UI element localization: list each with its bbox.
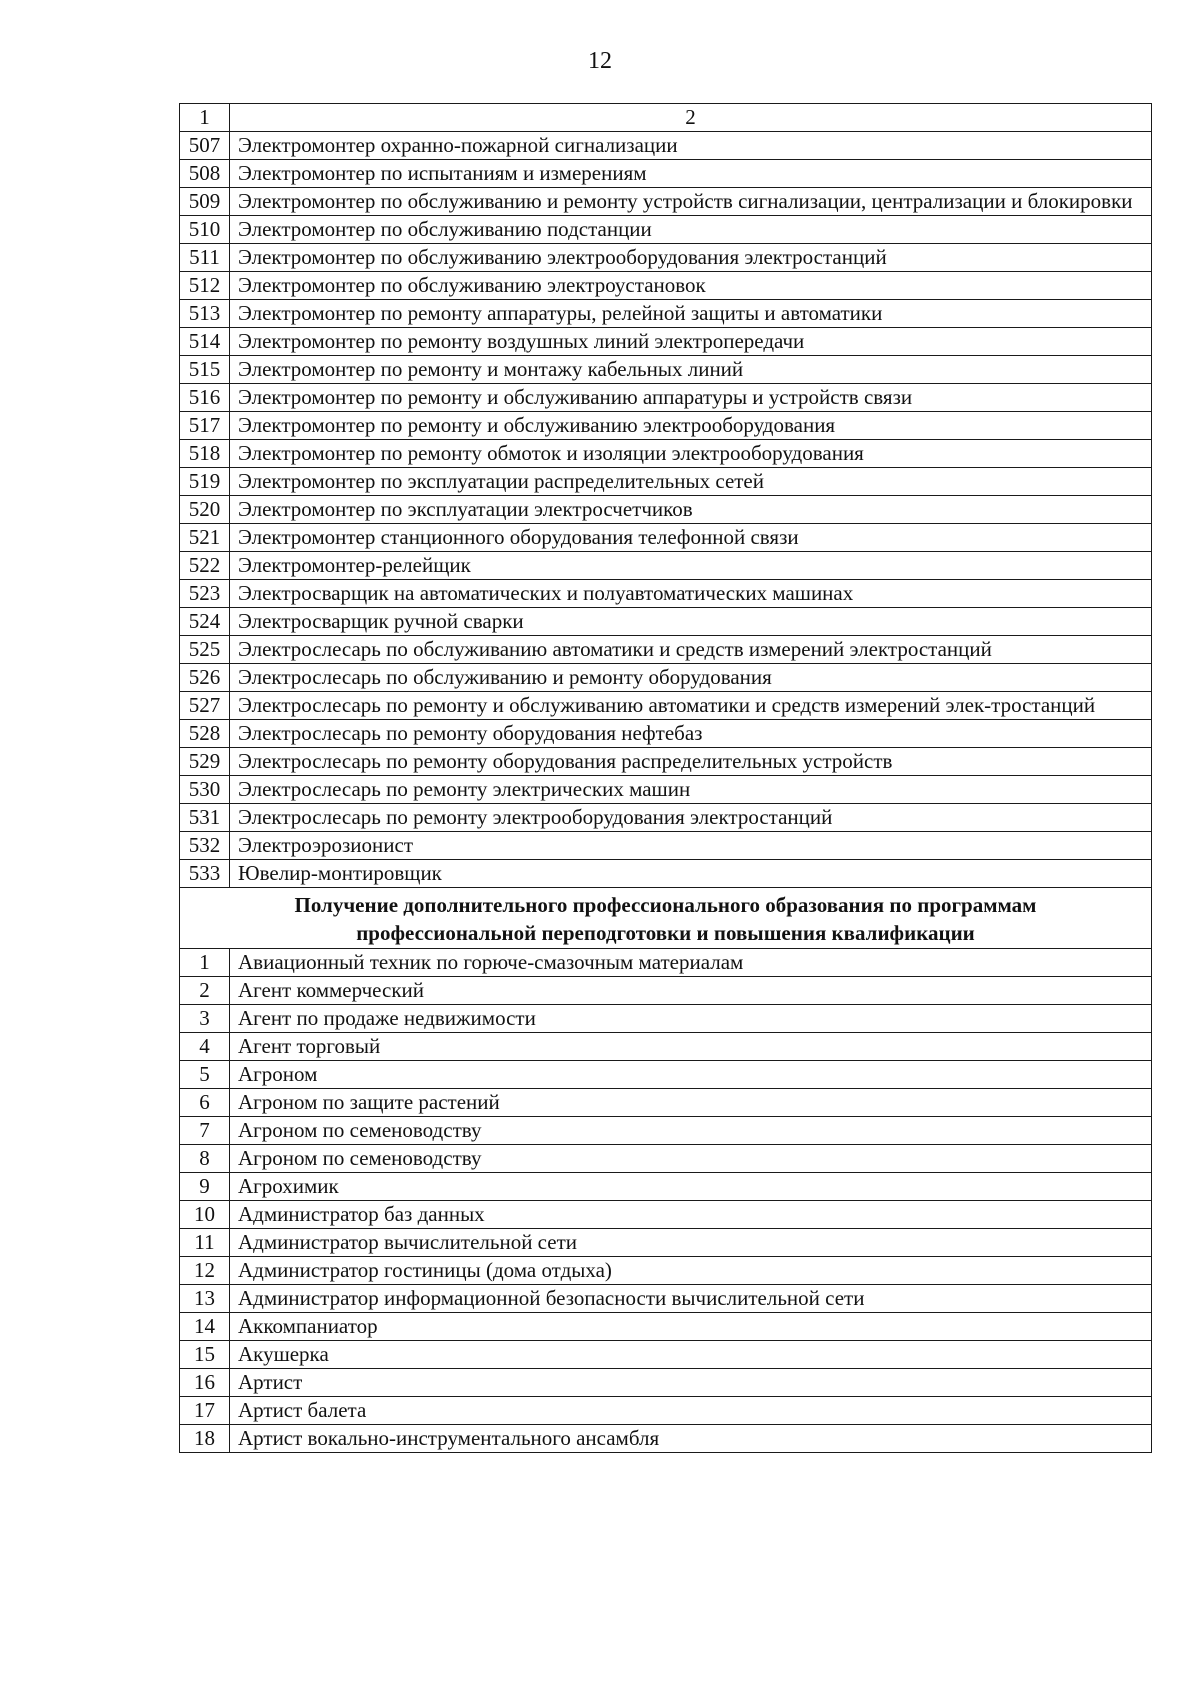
row-number: 12 bbox=[180, 1257, 230, 1285]
table-row bbox=[180, 692, 1152, 720]
row-profession-name: Электрослесарь по ремонту оборудования нефтебаз bbox=[230, 720, 1152, 748]
row-profession-name: Электромонтер-релейщик bbox=[230, 552, 1152, 580]
row-number: 530 bbox=[180, 776, 230, 804]
row-profession-name: Электромонтер по обслуживанию электрооборудования электростанций bbox=[230, 244, 1152, 272]
table-row bbox=[180, 1089, 1152, 1117]
row-number: 515 bbox=[180, 356, 230, 384]
row-number: 518 bbox=[180, 440, 230, 468]
table-row bbox=[180, 1397, 1152, 1425]
row-number: 14 bbox=[180, 1313, 230, 1341]
row-number: 520 bbox=[180, 496, 230, 524]
row-number: 529 bbox=[180, 748, 230, 776]
table-row bbox=[180, 440, 1152, 468]
page-number: 12 bbox=[588, 48, 612, 74]
table-row bbox=[180, 328, 1152, 356]
table-row bbox=[180, 748, 1152, 776]
table-row bbox=[180, 664, 1152, 692]
row-number: 524 bbox=[180, 608, 230, 636]
row-profession-name: Артист bbox=[230, 1369, 1152, 1397]
table-row bbox=[180, 132, 1152, 160]
table-row bbox=[180, 1313, 1152, 1341]
table-row bbox=[180, 1425, 1152, 1453]
table-row bbox=[180, 552, 1152, 580]
row-number: 6 bbox=[180, 1089, 230, 1117]
table-row bbox=[180, 160, 1152, 188]
row-number: 532 bbox=[180, 832, 230, 860]
table-row bbox=[180, 720, 1152, 748]
table-row bbox=[180, 216, 1152, 244]
row-profession-name: Электромонтер по ремонту и обслуживанию аппаратуры и устройств связи bbox=[230, 384, 1152, 412]
table-row bbox=[180, 860, 1152, 888]
table-row bbox=[180, 776, 1152, 804]
row-number: 15 bbox=[180, 1341, 230, 1369]
table-row bbox=[180, 1005, 1152, 1033]
row-number: 509 bbox=[180, 188, 230, 216]
row-number: 511 bbox=[180, 244, 230, 272]
row-profession-name: Электрослесарь по ремонту электрооборудования электростанций bbox=[230, 804, 1152, 832]
table-row bbox=[180, 244, 1152, 272]
row-profession-name: Агроном по семеноводству bbox=[230, 1117, 1152, 1145]
row-number: 508 bbox=[180, 160, 230, 188]
row-profession-name: Электромонтер по ремонту воздушных линий электропередачи bbox=[230, 328, 1152, 356]
table-row bbox=[180, 1257, 1152, 1285]
table-row bbox=[180, 1173, 1152, 1201]
row-profession-name: Электромонтер по эксплуатации электросчетчиков bbox=[230, 496, 1152, 524]
row-number: 522 bbox=[180, 552, 230, 580]
row-profession-name: Электрослесарь по обслуживанию и ремонту оборудования bbox=[230, 664, 1152, 692]
table-row bbox=[180, 1145, 1152, 1173]
row-profession-name: Авиационный техник по горюче-смазочным материалам bbox=[230, 949, 1152, 977]
row-profession-name: Администратор гостиницы (дома отдыха) bbox=[230, 1257, 1152, 1285]
row-profession-name: Артист вокально-инструментального ансамбля bbox=[230, 1425, 1152, 1453]
row-profession-name: Электросварщик ручной сварки bbox=[230, 608, 1152, 636]
row-profession-name: Электроэрозионист bbox=[230, 832, 1152, 860]
table-row bbox=[180, 384, 1152, 412]
row-profession-name: Электросварщик на автоматических и полуавтоматических машинах bbox=[230, 580, 1152, 608]
table-row bbox=[180, 608, 1152, 636]
row-profession-name: Агент по продаже недвижимости bbox=[230, 1005, 1152, 1033]
row-number: 8 bbox=[180, 1145, 230, 1173]
row-profession-name: Электрослесарь по ремонту и обслуживанию автоматики и средств измерений элек-тростанций bbox=[230, 692, 1152, 720]
row-profession-name: Электромонтер по ремонту и монтажу кабельных линий bbox=[230, 356, 1152, 384]
row-number: 527 bbox=[180, 692, 230, 720]
row-profession-name: Агент торговый bbox=[230, 1033, 1152, 1061]
table-row bbox=[180, 188, 1152, 216]
table-row bbox=[180, 1341, 1152, 1369]
section-heading-row bbox=[180, 888, 1152, 949]
table-row bbox=[180, 1369, 1152, 1397]
row-profession-name: Аккомпаниатор bbox=[230, 1313, 1152, 1341]
professions-table-body bbox=[180, 104, 1152, 1453]
row-profession-name: Электрослесарь по обслуживанию автоматики и средств измерений электростанций bbox=[230, 636, 1152, 664]
row-profession-name: Ювелир-монтировщик bbox=[230, 860, 1152, 888]
row-number: 513 bbox=[180, 300, 230, 328]
row-profession-name: Администратор вычислительной сети bbox=[230, 1229, 1152, 1257]
header-col-number: 1 bbox=[180, 104, 230, 132]
table-row bbox=[180, 524, 1152, 552]
row-profession-name: Электромонтер по обслуживанию и ремонту устройств сигнализации, централизации и блокировки bbox=[230, 188, 1152, 216]
row-number: 523 bbox=[180, 580, 230, 608]
row-profession-name: Администратор баз данных bbox=[230, 1201, 1152, 1229]
header-col-name: 2 bbox=[230, 104, 1152, 132]
table-row bbox=[180, 1229, 1152, 1257]
table-row bbox=[180, 580, 1152, 608]
row-profession-name: Электромонтер по обслуживанию электроустановок bbox=[230, 272, 1152, 300]
row-number: 514 bbox=[180, 328, 230, 356]
table-row bbox=[180, 832, 1152, 860]
row-number: 528 bbox=[180, 720, 230, 748]
row-number: 11 bbox=[180, 1229, 230, 1257]
row-profession-name: Электромонтер по ремонту аппаратуры, релейной защиты и автоматики bbox=[230, 300, 1152, 328]
row-number: 3 bbox=[180, 1005, 230, 1033]
row-profession-name: Электромонтер по испытаниям и измерениям bbox=[230, 160, 1152, 188]
row-profession-name: Электромонтер по обслуживанию подстанции bbox=[230, 216, 1152, 244]
professions-table bbox=[179, 103, 1152, 1453]
section-heading: Получение дополнительного профессионального образования по программам профессиональной переподготовки и повышения квалификации bbox=[180, 888, 1152, 949]
row-profession-name: Электромонтер охранно-пожарной сигнализации bbox=[230, 132, 1152, 160]
row-profession-name: Агент коммерческий bbox=[230, 977, 1152, 1005]
table-row bbox=[180, 949, 1152, 977]
table-row bbox=[180, 496, 1152, 524]
row-profession-name: Электромонтер по эксплуатации распределительных сетей bbox=[230, 468, 1152, 496]
row-number: 510 bbox=[180, 216, 230, 244]
row-profession-name: Электромонтер по ремонту и обслуживанию электрооборудования bbox=[230, 412, 1152, 440]
row-profession-name: Агроном по защите растений bbox=[230, 1089, 1152, 1117]
row-number: 5 bbox=[180, 1061, 230, 1089]
row-number: 13 bbox=[180, 1285, 230, 1313]
table-row bbox=[180, 977, 1152, 1005]
table-row bbox=[180, 1201, 1152, 1229]
row-profession-name: Электрослесарь по ремонту электрических машин bbox=[230, 776, 1152, 804]
row-profession-name: Администратор информационной безопасности вычислительной сети bbox=[230, 1285, 1152, 1313]
row-number: 9 bbox=[180, 1173, 230, 1201]
table-row bbox=[180, 356, 1152, 384]
table-row bbox=[180, 300, 1152, 328]
row-number: 4 bbox=[180, 1033, 230, 1061]
row-number: 18 bbox=[180, 1425, 230, 1453]
table-row bbox=[180, 636, 1152, 664]
row-profession-name: Электромонтер станционного оборудования телефонной связи bbox=[230, 524, 1152, 552]
row-profession-name: Электромонтер по ремонту обмоток и изоляции электрооборудования bbox=[230, 440, 1152, 468]
row-number: 533 bbox=[180, 860, 230, 888]
row-profession-name: Электрослесарь по ремонту оборудования распределительных устройств bbox=[230, 748, 1152, 776]
row-profession-name: Агроном bbox=[230, 1061, 1152, 1089]
table-row bbox=[180, 1061, 1152, 1089]
table-header-row bbox=[180, 104, 1152, 132]
row-number: 1 bbox=[180, 949, 230, 977]
row-number: 531 bbox=[180, 804, 230, 832]
row-number: 525 bbox=[180, 636, 230, 664]
row-number: 17 bbox=[180, 1397, 230, 1425]
row-number: 2 bbox=[180, 977, 230, 1005]
row-number: 16 bbox=[180, 1369, 230, 1397]
row-profession-name: Агроном по семеноводству bbox=[230, 1145, 1152, 1173]
row-number: 516 bbox=[180, 384, 230, 412]
row-number: 517 bbox=[180, 412, 230, 440]
table-row bbox=[180, 1117, 1152, 1145]
table-row bbox=[180, 412, 1152, 440]
table-row bbox=[180, 1285, 1152, 1313]
row-profession-name: Агрохимик bbox=[230, 1173, 1152, 1201]
row-number: 526 bbox=[180, 664, 230, 692]
row-number: 512 bbox=[180, 272, 230, 300]
row-number: 519 bbox=[180, 468, 230, 496]
row-number: 7 bbox=[180, 1117, 230, 1145]
table-row bbox=[180, 272, 1152, 300]
row-profession-name: Акушерка bbox=[230, 1341, 1152, 1369]
row-number: 521 bbox=[180, 524, 230, 552]
row-profession-name: Артист балета bbox=[230, 1397, 1152, 1425]
table-row bbox=[180, 804, 1152, 832]
row-number: 507 bbox=[180, 132, 230, 160]
table-row bbox=[180, 1033, 1152, 1061]
table-row bbox=[180, 468, 1152, 496]
row-number: 10 bbox=[180, 1201, 230, 1229]
